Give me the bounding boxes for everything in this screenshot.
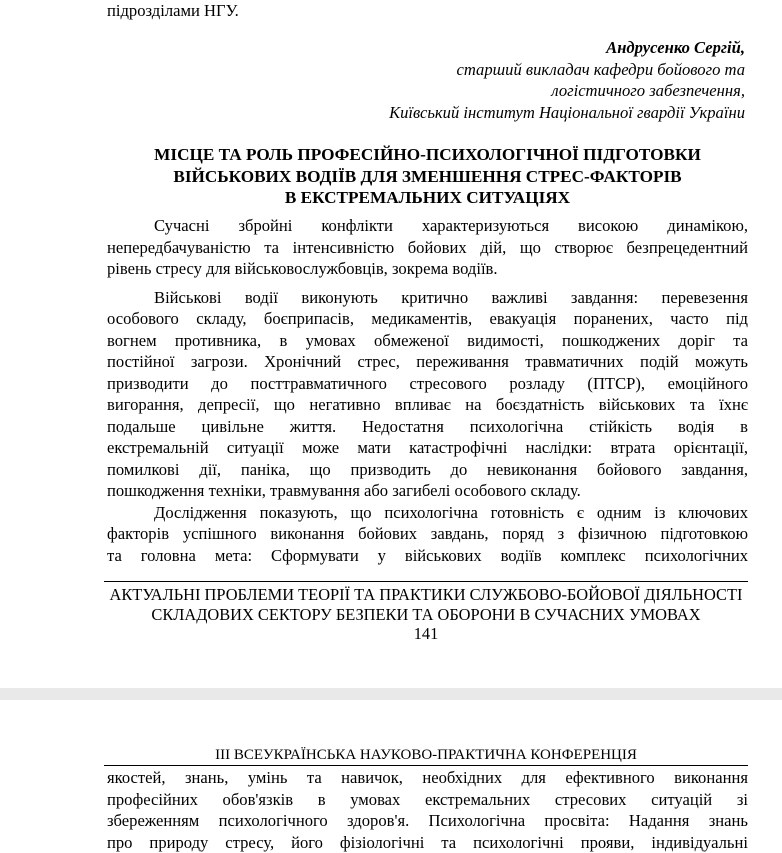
body-line: особового складу, боєприпасів, медикаментів, евакуація поранених, часто під xyxy=(107,308,748,330)
author-name: Андрусенко Сергій, xyxy=(606,37,745,59)
author-position-line-2: логістичного забезпечення, xyxy=(551,80,745,102)
document-page-142 xyxy=(0,700,782,849)
body-line: про природу стресу, його фізіологічні та психологічні прояви, індивідуальні xyxy=(107,832,748,853)
header-divider xyxy=(104,765,748,766)
body-line: Сучасні збройні конфлікти характеризуються високою динамікою, xyxy=(107,215,748,237)
body-line: подальше цивільне життя. Недостатня психологічна стійкість водія в xyxy=(107,416,748,438)
body-line: постійної загрози. Хронічний стрес, переживання травматичних подій можуть xyxy=(107,351,748,373)
body-line: та головна мета: Сформувати у військових водіїв комплекс психологічних xyxy=(107,545,748,567)
body-line: вигорання, депресії, що негативно впливає на боєздатність військових та їхнє xyxy=(107,394,748,416)
footer-divider xyxy=(104,581,748,582)
body-line: призводити до посттравматичного стресового розладу (ПТСР), емоційного xyxy=(107,373,748,395)
page-number: 141 xyxy=(104,624,748,644)
body-line: екстремальній ситуації може мати катастрофічні наслідки: втрата орієнтації, xyxy=(107,437,748,459)
body-line: Дослідження показують, що психологічна готовність є одним із ключових xyxy=(107,502,748,524)
footer-line-2: СКЛАДОВИХ СЕКТОРУ БЕЗПЕКИ ТА ОБОРОНИ В СУЧАСНИХ УМОВАХ xyxy=(104,605,748,625)
body-line: професійних обов'язків в умовах екстремальних стресових ситуацій зі xyxy=(107,789,748,811)
author-institution: Київський інститут Національної гвардії України xyxy=(389,102,745,124)
author-position-line-1: старший викладач кафедри бойового та xyxy=(457,59,746,81)
body-line: пошкодження техніки, травмування або загибелі особового складу. xyxy=(107,480,748,502)
body-line: вогнем противника, в умовах обмеженої видимості, пошкоджених доріг та xyxy=(107,330,748,352)
top-fragment-line: підрозділами НГУ. xyxy=(107,0,748,22)
body-line: помилкові дії, паніка, що призводить до невиконання бойового завдання, xyxy=(107,459,748,481)
running-header: ІІІ ВСЕУКРАЇНСЬКА НАУКОВО-ПРАКТИЧНА КОНФЕРЕНЦІЯ xyxy=(104,746,748,764)
article-title-line-3: В ЕКСТРЕМАЛЬНИХ СИТУАЦІЯХ xyxy=(107,187,748,209)
article-title-line-1: МІСЦЕ ТА РОЛЬ ПРОФЕСІЙНО-ПСИХОЛОГІЧНОЇ ПІДГОТОВКИ xyxy=(107,144,748,166)
body-line: Військові водії виконують критично важливі завдання: перевезення xyxy=(107,287,748,309)
body-line: якостей, знань, умінь та навичок, необхідних для ефективного виконання xyxy=(107,767,748,789)
footer-line-1: АКТУАЛЬНІ ПРОБЛЕМИ ТЕОРІЇ ТА ПРАКТИКИ СЛУЖБОВО-БОЙОВОЇ ДІЯЛЬНОСТІ xyxy=(104,585,748,605)
body-line: рівень стресу для військовослужбовців, зокрема водіїв. xyxy=(107,258,748,280)
page-separator xyxy=(0,688,782,700)
body-line: збереженням психологічного здоров'я. Психологічна просвіта: Надання знань xyxy=(107,810,748,832)
article-title-line-2: ВІЙСЬКОВИХ ВОДІЇВ ДЛЯ ЗМЕНШЕННЯ СТРЕС-ФАКТОРІВ xyxy=(107,166,748,188)
body-line: непередбачуваністю та інтенсивністю бойових дій, що створює безпрецедентний xyxy=(107,237,748,259)
body-line: факторів успішного виконання бойових завдань, поряд з фізичною підготовкою xyxy=(107,523,748,545)
